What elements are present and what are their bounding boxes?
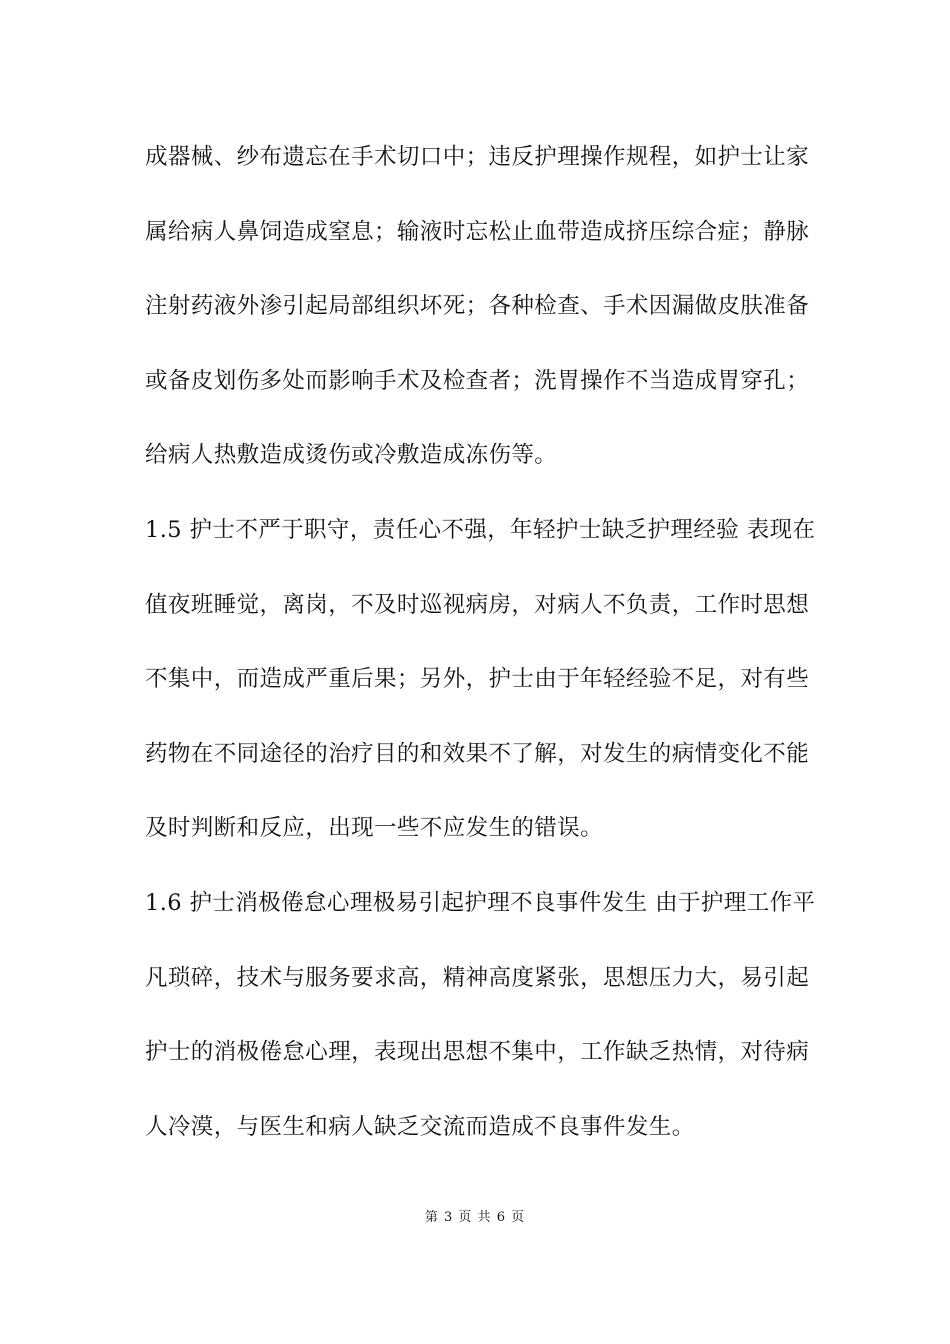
text-line: 1.5 护士不严于职守，责任心不强，年轻护士缺乏护理经验 表现在 xyxy=(145,516,816,543)
text-line: 属给病人鼻饲造成窒息；输液时忘松止血带造成挤压综合症；静脉 xyxy=(145,218,810,245)
text-line: 不集中，而造成严重后果；另外，护士由于年轻经验不足，对有些 xyxy=(145,666,810,693)
text-line: 值夜班睡觉，离岗，不及时巡视病房，对病人不负责，工作时思想 xyxy=(145,591,810,618)
text-line: 药物在不同途径的治疗目的和效果不了解，对发生的病情变化不能 xyxy=(145,740,810,767)
page-number-footer: 第 3 页 共 6 页 xyxy=(424,1210,526,1225)
body-text xyxy=(145,134,816,1178)
text-line: 注射药液外渗引起局部组织坏死；各种检查、手术因漏做皮肤准备 xyxy=(145,293,810,320)
text-line: 及时判断和反应，出现一些不应发生的错误。 xyxy=(145,815,604,842)
text-line: 凡琐碎，技术与服务要求高，精神高度紧张，思想压力大，易引起 xyxy=(145,964,810,991)
text-line: 或备皮划伤多处而影响手术及检查者；洗胃操作不当造成胃穿孔； xyxy=(145,367,810,394)
text-line: 1.6 护士消极倦怠心理极易引起护理不良事件发生 由于护理工作平 xyxy=(145,889,816,916)
text-line: 给病人热敷造成烫伤或冷敷造成冻伤等。 xyxy=(145,442,558,469)
text-line: 人冷漠，与医生和病人缺乏交流而造成不良事件发生。 xyxy=(145,1113,695,1140)
text-line: 成器械、纱布遗忘在手术切口中；违反护理操作规程，如护士让家 xyxy=(145,144,810,170)
text-line: 护士的消极倦怠心理，表现出思想不集中，工作缺乏热情，对待病 xyxy=(145,1039,810,1066)
